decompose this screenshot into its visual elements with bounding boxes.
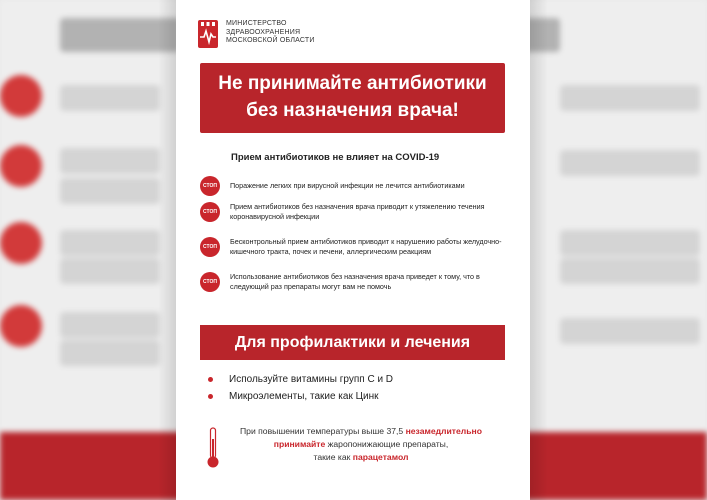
- bg-blur-row: [560, 150, 700, 176]
- poster-header: [198, 20, 315, 48]
- fever-drug: парацетамол: [352, 452, 409, 462]
- bullet-dot: [208, 377, 213, 382]
- bullet-dot: [208, 394, 213, 399]
- warning-item: [200, 237, 515, 257]
- poster: [176, 0, 530, 500]
- fever-text: такие как: [313, 452, 353, 462]
- fever-emphasis: незамедлительно: [405, 426, 482, 436]
- bg-blur-dot: [0, 305, 42, 347]
- bg-blur-row: [60, 312, 160, 338]
- stop-sign-icon: СТОП: [200, 237, 220, 257]
- bg-blur-row: [560, 318, 700, 344]
- bg-blur-row: [60, 148, 160, 174]
- warning-item: [200, 176, 515, 196]
- fever-emphasis: принимайте: [273, 439, 326, 449]
- stop-sign-icon: СТОП: [200, 176, 220, 196]
- bg-blur-dot: [0, 75, 42, 117]
- warning-text: Бесконтрольный прием антибиотиков приводит к нарушению работы желудочно-кишечного тракта, почек и печени, аллергическим реакциям: [230, 237, 502, 256]
- bg-blur-row: [60, 258, 160, 284]
- warning-item: [200, 202, 515, 222]
- title-line-2: без назначения врача!: [246, 100, 459, 121]
- warning-text: Использование антибиотиков без назначения врача приведет к тому, что в следующий раз препараты могут вам не помочь: [230, 272, 480, 291]
- warning-text: Прием антибиотиков без назначения врача приводит к утяжелению течения коронавирусной инфекции: [230, 202, 485, 221]
- bullet-item: [208, 374, 393, 385]
- fever-text: При повышении температуры выше 37,5: [240, 426, 406, 436]
- warning-text: Поражение легких при вирусной инфекции не лечится антибиотиками: [230, 181, 465, 190]
- title-banner: [200, 63, 505, 133]
- bg-blur-row: [60, 230, 160, 256]
- ministry-logo: [198, 20, 218, 48]
- bg-blur-row: [560, 85, 700, 111]
- bullet-item: [208, 391, 379, 402]
- thermometer-icon: [206, 427, 220, 469]
- ministry-line: МИНИСТЕРСТВО: [226, 20, 287, 27]
- bg-blur-row: [60, 178, 160, 204]
- warning-item: [200, 272, 515, 292]
- stop-sign-icon: СТОП: [200, 272, 220, 292]
- bg-blur-dot: [0, 145, 42, 187]
- bg-blur-row: [560, 258, 700, 284]
- poster-shadow-left: [158, 0, 176, 500]
- ministry-line: МОСКОВСКОЙ ОБЛАСТИ: [226, 37, 315, 44]
- bg-blur-dot: [0, 222, 42, 264]
- ministry-line: ЗДРАВООХРАНЕНИЯ: [226, 28, 301, 36]
- prevention-banner: Для профилактики и лечения: [200, 325, 505, 360]
- bullet-text: Используйте витамины групп С и D: [229, 374, 394, 385]
- bullet-text: Микроэлементы, такие как Цинк: [229, 391, 379, 402]
- ministry-name: [226, 20, 315, 46]
- bg-blur-row: [60, 340, 160, 366]
- fever-text: жаропонижающие препараты,: [325, 439, 449, 449]
- title-line-1: Не принимайте антибиотики: [218, 73, 487, 94]
- bg-blur-row: [60, 85, 160, 111]
- subtitle: Прием антибиотиков не влияет на COVID-19: [231, 152, 440, 163]
- fever-advice: [231, 425, 491, 464]
- bg-blur-row: [560, 230, 700, 256]
- poster-shadow-right: [530, 0, 548, 500]
- stop-sign-icon: СТОП: [200, 202, 220, 222]
